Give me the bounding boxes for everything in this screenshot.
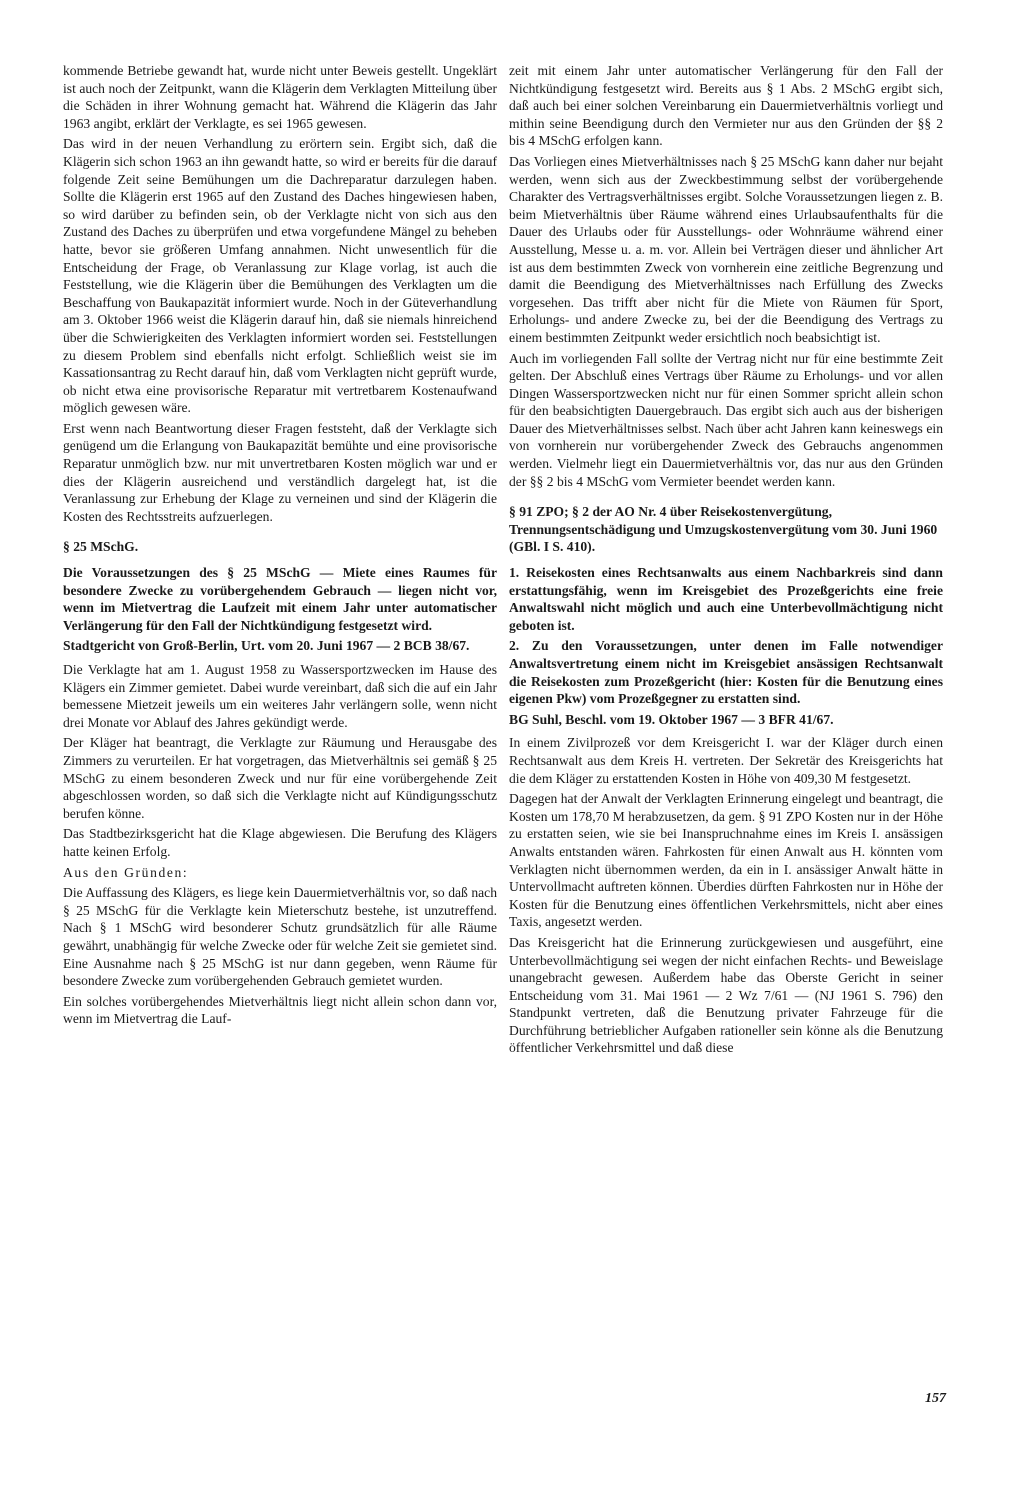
- paragraph: Die Auffassung des Klägers, es liege kein Dauermietverhältnis vor, so daß nach § 25 MSchG für die Verklagte kein Mieterschutz bestehe, ist unzutreffend. Nach § 1 MSchG wird besonderer Schutz grundsätzlich für alle Räume gewährt, unabhängig für welche Zwecke oder für welche Zeit sie gemietet sind. Eine Ausnahme nach § 25 MSchG ist nur dann gegeben, wenn Räume für besondere Zwecke zum vorübergehenden Gebrauch gemietet wurden.: [63, 885, 497, 989]
- section-heading: § 25 MSchG.: [63, 539, 139, 555]
- headnote: 2. Zu den Voraussetzungen, unter denen im Falle notwendiger Anwaltsvertretung einem nicht im Kreisgebiet ansässigen Rechtsanwalt die Reisekosten zum Prozeßgericht (hier: Kosten für die Benutzung eines eigenen Pkw) vom Prozeßgegner zu erstatten sind.: [509, 638, 943, 707]
- paragraph: Das Stadtbezirksgericht hat die Klage abgewiesen. Die Berufung des Klägers hatte keinen Erfolg.: [63, 826, 497, 859]
- paragraph: Auch im vorliegenden Fall sollte der Vertrag nicht nur für eine bestimmte Zeit gelten. Der Abschluß eines Vertrags über Räume zu Erholungs- und vor allen Dingen Wassersportzwecken nicht nur für einen Sommer spricht allein schon für den beabsichtigten Dauergebrauch. Das ergibt sich auch aus der bisherigen Dauer des Mietverhältnisses selbst. Nach über acht Jahren kann keineswegs ein von vornherein nur vorübergehender Zweck des Gebrauchs angenommen werden. Vielmehr liegt ein Dauermietverhältnis vor, das nur aus den Gründen der §§ 2 bis 4 MSchG vom Vermieter beendet werden kann.: [509, 350, 943, 489]
- headnote: 1. Reisekosten eines Rechtsanwalts aus einem Nachbarkreis sind dann erstattungsfähig, wenn im Kreisgebiet des Prozeßgerichts eine freie Anwaltswahl nicht möglich und auch eine Unterbevollmächtigung nicht geboten ist.: [509, 565, 943, 633]
- paragraph: Erst wenn nach Beantwortung dieser Fragen feststeht, daß der Verklagte sich genügend um die Erlangung von Baukapazität bemühte und eine provisorische Reparatur unmöglich bzw. nur mit unvertretbaren Kosten möglich war und er dies der Klägerin ausreichend und verständlich dargelegt hat, ist die Veranlassung zur Erhebung der Klage zu verneinen und sind der Klägerin die Kosten des Rechtsstreits aufzuerlegen.: [63, 420, 497, 524]
- paragraph: In einem Zivilprozeß vor dem Kreisgericht I. war der Kläger durch einen Rechtsanwalt aus dem Kreis H. vertreten. Der Sekretär des Kreisgerichts hat die dem Kläger zu erstattenden Kosten in Höhe von 409,30 M festgesetzt.: [509, 735, 943, 786]
- paragraph: kommende Betriebe gewandt hat, wurde nicht unter Beweis gestellt. Ungeklärt ist auch noch der Zeitpunkt, wann die Klägerin dem Verklagten Mitteilung über die Schäden in ihrer Wohnung gemacht hat. Während die Klägerin das Jahr 1963 angibt, erklärt der Verklagte, es sei 1965 gewesen.: [63, 63, 497, 131]
- right-column: [509, 62, 943, 1060]
- paragraph: Das Vorliegen eines Mietverhältnisses nach § 25 MSchG kann daher nur bejaht werden, wenn sich aus der Zweckbestimmung selbst der vorübergehende Charakter des Vertragsverhältnisses ergibt. Solche Voraussetzungen liegen z. B. beim Mietverhältnis über Räume während eines Urlaubsaufenthalts für die Dauer des Urlaubs oder für Ausstellungs- oder Wohnräume während einer Ausstellung, Messe u. a. m. vor. Allein bei Verträgen dieser und ähnlicher Art ist aus dem bestimmten Zweck von vornherein eine zeitliche Begrenzung und damit die Beendigung des Mietverhältnisses nach Erfüllung des Zwecks vorgesehen. Das trifft aber nicht für die Miete von Räumen für Sport, Erholungs- und andere Zwecke zu, bei der die Beendigung des Vertrags zu einem bestimmten Zeitpunkt weder ersichtlich noch beabsichtigt ist.: [509, 153, 943, 345]
- section-heading: § 91 ZPO; § 2 der AO Nr. 4 über Reisekostenvergütung, Trennungsentschädigung und Umzugskostenvergütung vom 30. Juni 1960 (GBl. I S. 410).: [509, 504, 938, 555]
- paragraph: zeit mit einem Jahr unter automatischer Verlängerung für den Fall der Nichtkündigung festgesetzt wird. Bereits aus § 1 Abs. 2 MSchG ergibt sich, daß auch bei einer solchen Vereinbarung ein Dauermietverhältnis vorliegt und mithin seine Beendigung durch den Vermieter nur aus den Gründen der §§ 2 bis 4 MSchG erfolgen kann.: [509, 63, 943, 149]
- paragraph: Das wird in der neuen Verhandlung zu erörtern sein. Ergibt sich, daß die Klägerin sich schon 1963 an ihn gewandt hatte, so wird er bereits für die darauf folgende Zeit seine Bemühungen um die Dachreparatur darzulegen haben. Sollte die Klägerin erst 1965 auf den Zustand des Daches hingewiesen haben, so wird darüber zu befinden sein, ob der Verklagte nicht von sich aus den Zustand des Daches zu überprüfen und etwa vorgefundene Mängel zu beheben hatte, bevor sie größeren Umfang annahmen. Nicht unwesentlich für die Entscheidung der Frage, ob Veranlassung zur Klage vorlag, ist auch die Feststellung, wie die Klägerin über die Bemühungen des Verklagten um die Beschaffung von Baukapazität informiert wurde. Noch in der Güteverhandlung am 3. Oktober 1966 weist die Klägerin darauf hin, daß sie niemals hinreichend über die Schwierigkeiten des Verklagten informiert worden sei. Feststellungen zu diesem Problem sind ebenfalls nicht erfolgt. Schließlich weist sie im Kassationsantrag zu Recht darauf hin, daß vom Verklagten nicht geprüft wurde, ob nicht etwa eine provisorische Reparatur mit vertretbarem Kostenaufwand möglich gewesen wäre.: [63, 136, 497, 416]
- page-number: 157: [925, 1391, 946, 1406]
- court-citation: BG Suhl, Beschl. vom 19. Oktober 1967 — 3 BFR 41/67.: [509, 711, 834, 727]
- paragraph: Dagegen hat der Anwalt der Verklagten Erinnerung eingelegt und beantragt, die Kosten um 178,70 M herabzusetzen, da gem. § 91 ZPO Kosten nur in der Höhe zu erstatten seien, wie sie bei Inanspruchnahme eines im Kreis I. ansässigen Anwalts entstanden wären. Fahrkosten für einen Anwalt aus H. könnten vom Verklagten nicht übernommen werden, da ein in I. ansässiger Anwalt hätte in Untervollmacht auftreten können. Überdies dürften Fahrkosten nur in Höhe der Kosten für die Benutzung eines öffentlichen Verkehrsmittels, nicht aber eines Taxis, angesetzt werden.: [509, 791, 943, 930]
- grounds-heading: Aus den Gründen:: [63, 864, 189, 880]
- paragraph: Das Kreisgericht hat die Erinnerung zurückgewiesen und ausgeführt, eine Unterbevollmächtigung sei wegen der nicht einfachen Rechts- und Beweislage unangebracht gewesen. Außerdem habe das Oberste Gericht in seiner Entscheidung vom 31. Mai 1961 — 2 Wz 7/61 — (NJ 1961 S. 796) den Standpunkt vertreten, daß die Benutzung privater Fahrzeuge für die Durchführung betrieblicher Aufgaben rationeller sein könne als die Benutzung öffentlicher Verkehrsmittel und daß diese: [509, 934, 943, 1056]
- paragraph: Ein solches vorübergehendes Mietverhältnis liegt nicht allein schon dann vor, wenn im Mietvertrag die Lauf-: [63, 993, 497, 1027]
- paragraph: Die Verklagte hat am 1. August 1958 zu Wassersportzwecken im Hause des Klägers ein Zimmer gemietet. Dabei wurde vereinbart, daß sich die auf ein Jahr bemessene Mietzeit jeweils um ein weiteres Jahr verlängern solle, wenn nicht drei Monate vor Ablauf des Jahres gekündigt werde.: [63, 662, 497, 730]
- court-citation: Stadtgericht von Groß-Berlin, Urt. vom 20. Juni 1967 — 2 BCB 38/67.: [63, 638, 470, 654]
- headnote: Die Voraussetzungen des § 25 MSchG — Miete eines Raumes für besondere Zwecke zu vorübergehendem Gebrauch — liegen nicht vor, wenn im Mietvertrag die Laufzeit mit einem Jahr unter automatischer Verlängerung für den Fall der Nichtkündigung festgesetzt wird.: [63, 565, 497, 633]
- left-column: [63, 62, 497, 1031]
- paragraph: Der Kläger hat beantragt, die Verklagte zur Räumung und Herausgabe des Zimmers zu verurteilen. Er hat vorgetragen, das Mietverhältnis sei gemäß § 25 MSchG zu einem besonderen Zweck und nur für eine vorübergehende Zeit abgeschlossen worden, so daß sich die Verklagte nicht auf Kündigungsschutz berufen könne.: [63, 735, 497, 821]
